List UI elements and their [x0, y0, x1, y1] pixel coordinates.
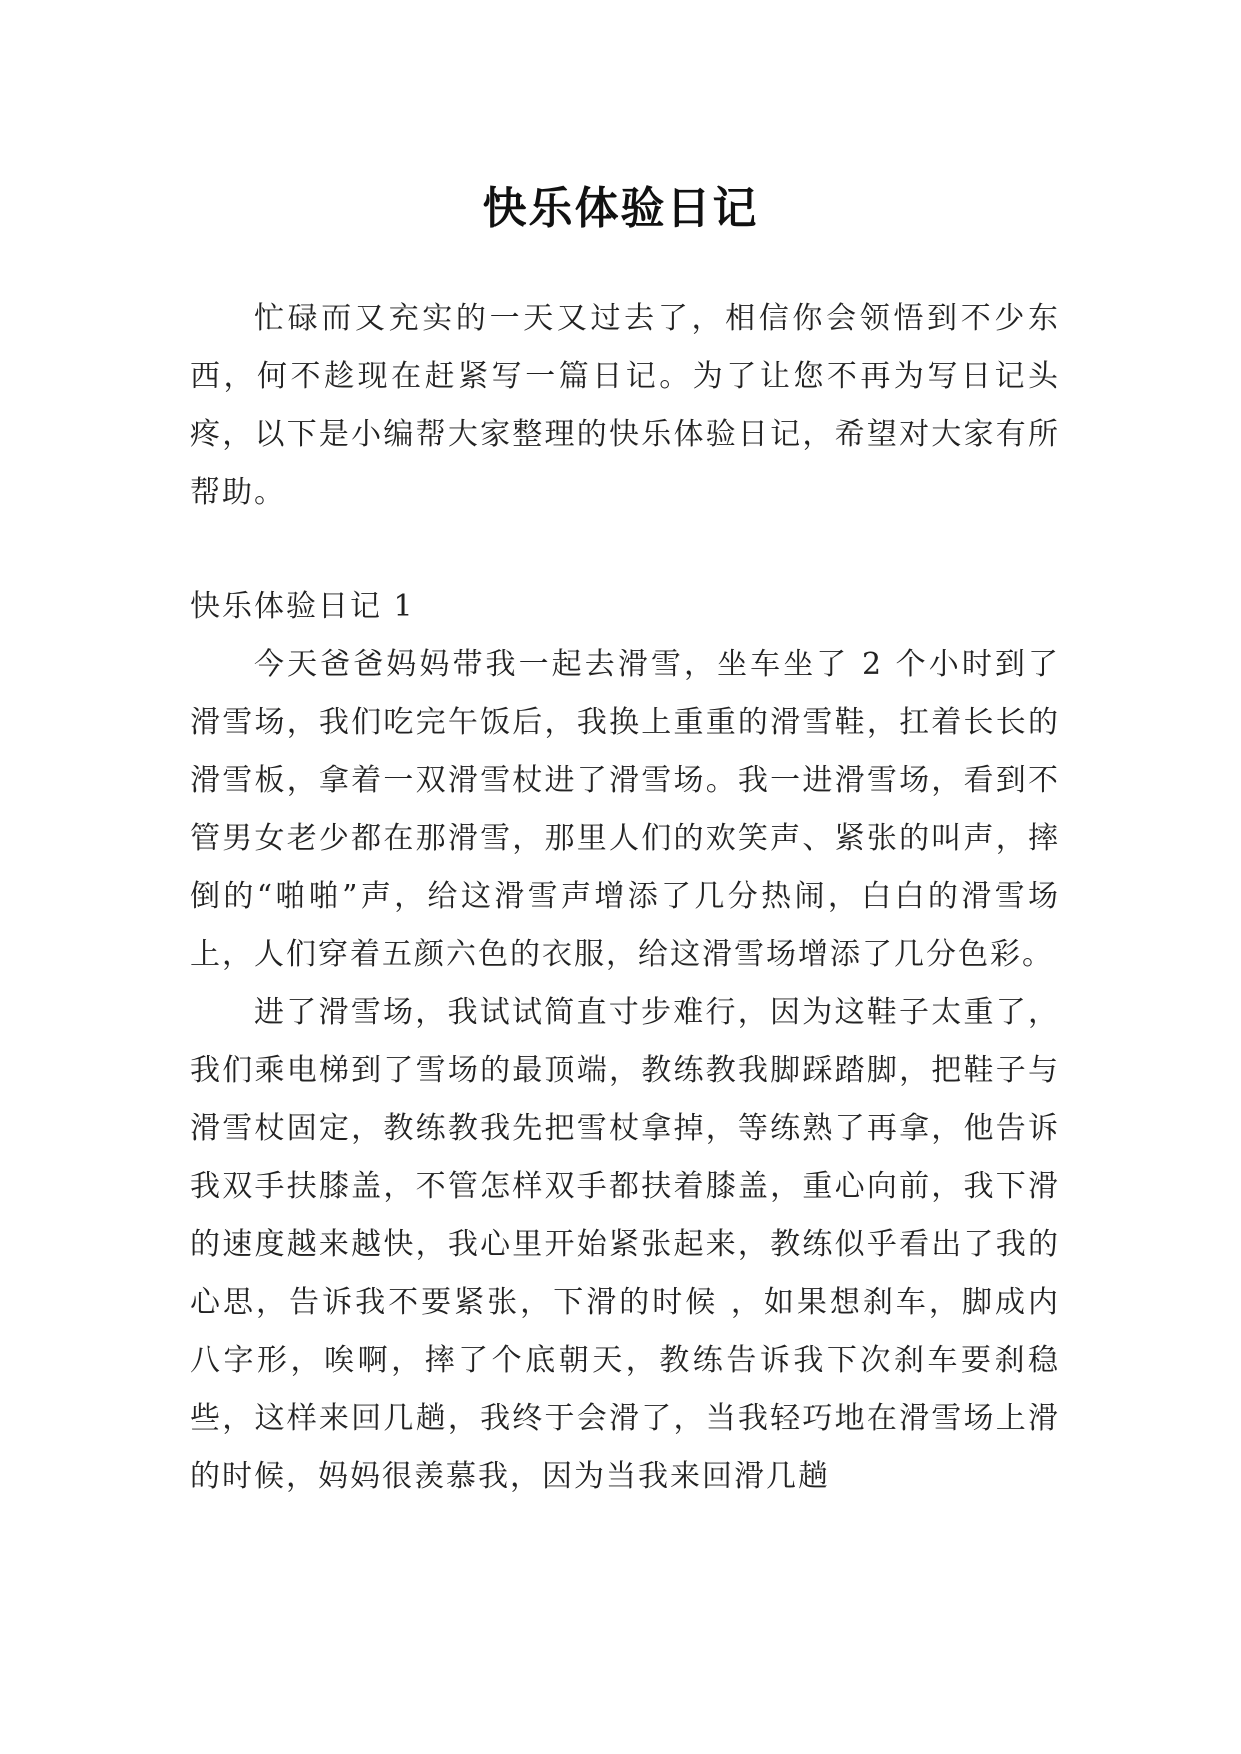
intro-paragraph: 忙碌而又充实的一天又过去了，相信你会领悟到不少东西，何不趁现在赶紧写一篇日记。为了让您不再为写日记头疼，以下是小编帮大家整理的快乐体验日记，希望对大家有所帮助。: [190, 301, 1060, 510]
body-paragraph-1: 今天爸爸妈妈带我一起去滑雪，坐车坐了 2 个小时到了滑雪场，我们吃完午饭后，我换上重重的滑雪鞋，扛着长长的滑雪板，拿着一双滑雪杖进了滑雪场。我一进滑雪场，看到不管男女老少都在那滑雪，那里人们的欢笑声、紧张的叫声，摔倒的“啪啪”声，给这滑雪声增添了几分热闹，白白的滑雪场上，人们穿着五颜六色的衣服，给这滑雪场增添了几分色彩。: [190, 647, 1060, 972]
document-title: 快乐体验日记: [482, 183, 759, 235]
diary-body: [190, 636, 1060, 1506]
section-heading: 快乐体验日记 1: [190, 589, 415, 624]
intro-block: [190, 290, 1060, 522]
body-paragraph-2: 进了滑雪场，我试试简直寸步难行，因为这鞋子太重了，我们乘电梯到了雪场的最顶端，教练教我脚踩踏脚，把鞋子与滑雪杖固定，教练教我先把雪杖拿掉，等练熟了再拿，他告诉我双手扶膝盖，不管怎样双手都扶着膝盖，重心向前，我下滑的速度越来越快，我心里开始紧张起来，教练似乎看出了我的心思，告诉我不要紧张，下滑的时候 ，如果想刹车，脚成内八字形，唉啊，摔了个底朝天，教练告诉我下次刹车要刹稳些，这样来回几趟，我终于会滑了，当我轻巧地在滑雪场上滑的时候，妈妈很羡慕我，因为当我来回滑几趟: [190, 995, 1060, 1494]
